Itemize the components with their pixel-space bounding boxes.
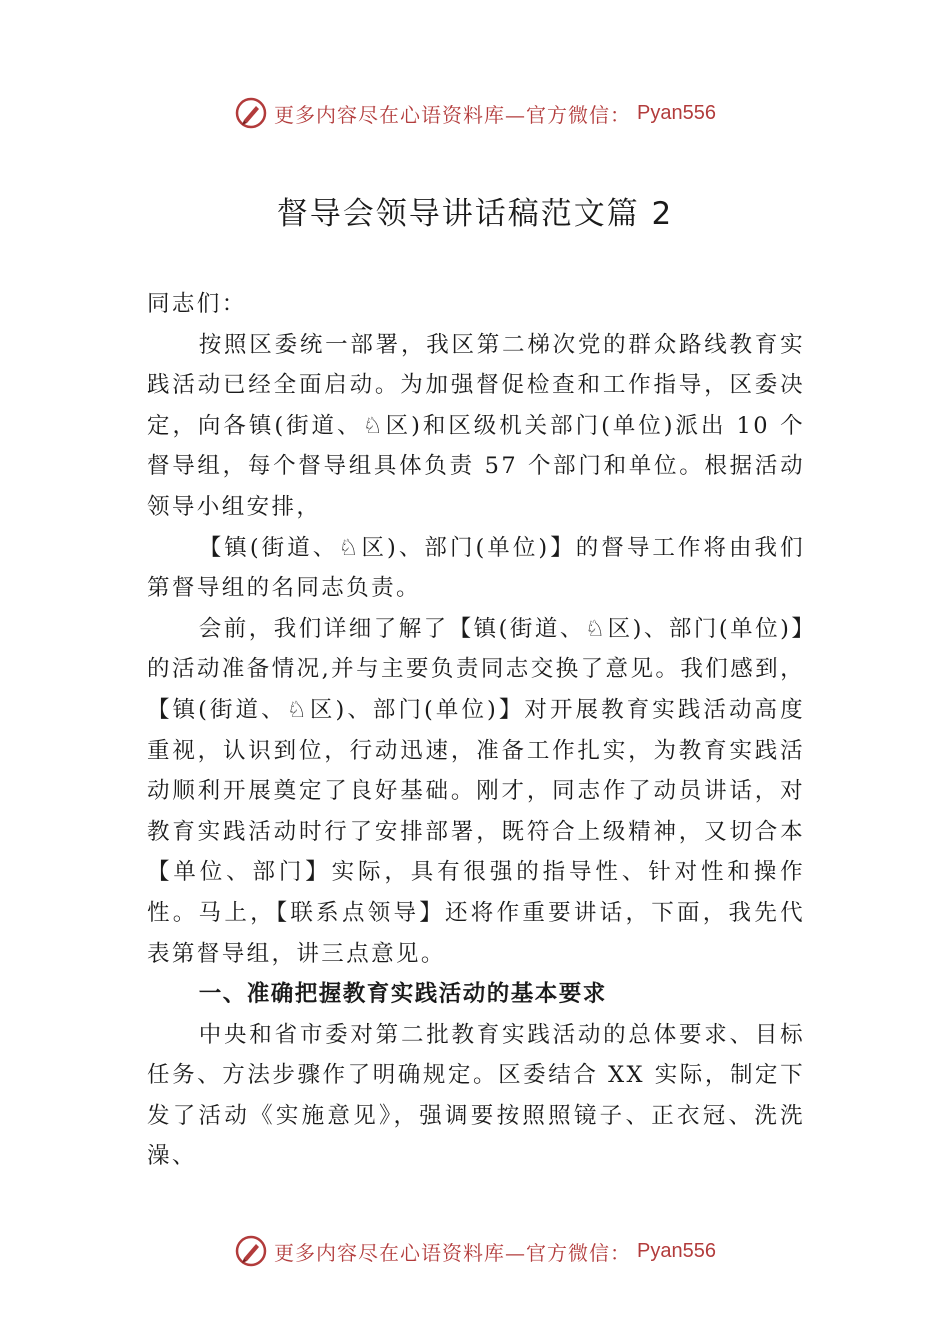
pen-logo-icon	[234, 96, 268, 130]
salutation: 同志们：	[147, 291, 247, 317]
document-title: 督导会领导讲话稿范文篇 2	[276, 196, 674, 232]
banner-wechat-id: Pyan556	[637, 1239, 716, 1262]
banner-text: 更多内容尽在心语资料库—官方微信：	[274, 1240, 632, 1265]
section-heading: 一、准确把握教育实践活动的基本要求	[198, 981, 607, 1008]
pen-logo-icon	[234, 1234, 268, 1268]
paragraph: 会前，我们详细了解了【镇(街道、♘区)、部门(单位)】的活动准备情况,并与主要负责同志交换了意见。我们感到，【镇(街道、♘区)、部门(单位)】对开展教育实践活动高度重视，认识到位，行动迅速，准备工作扎实，为教育实践活动顺利开展奠定了良好基础。刚才，同志作了动员讲话，对教育实践活动时行了安排部署，既符合上级精神，又切合本【单位、部门】实际，具有很强的指导性、针对性和操作性。马上，【联系点领导】还将作重要讲话，下面，我先代表第督导组，讲三点意见。	[147, 615, 805, 967]
paragraph: 中央和省市委对第二批教育实践活动的总体要求、目标任务、方法步骤作了明确规定。区委结合 XX 实际，制定下发了活动《实施意见》，强调要按照照镜子、正衣冠、洗洗澡、	[147, 1021, 805, 1170]
paragraph: 按照区委统一部署，我区第二梯次党的群众路线教育实践活动已经全面启动。为加强督促检查和工作指导，区委决定，向各镇(街道、♘区)和区级机关部门(单位)派出 10 个督导组，每个督导组具体负责 57 个部门和单位。根据活动领导小组安排，	[147, 331, 805, 520]
banner-wechat-id: Pyan556	[637, 101, 716, 124]
footer-watermark-banner	[0, 1234, 950, 1268]
header-watermark-banner	[0, 96, 950, 130]
paragraph: 【镇(街道、♘区)、部门(单位)】的督导工作将由我们第督导组的名同志负责。	[147, 534, 805, 602]
document-body	[147, 284, 805, 1177]
banner-text: 更多内容尽在心语资料库—官方微信：	[274, 102, 632, 127]
